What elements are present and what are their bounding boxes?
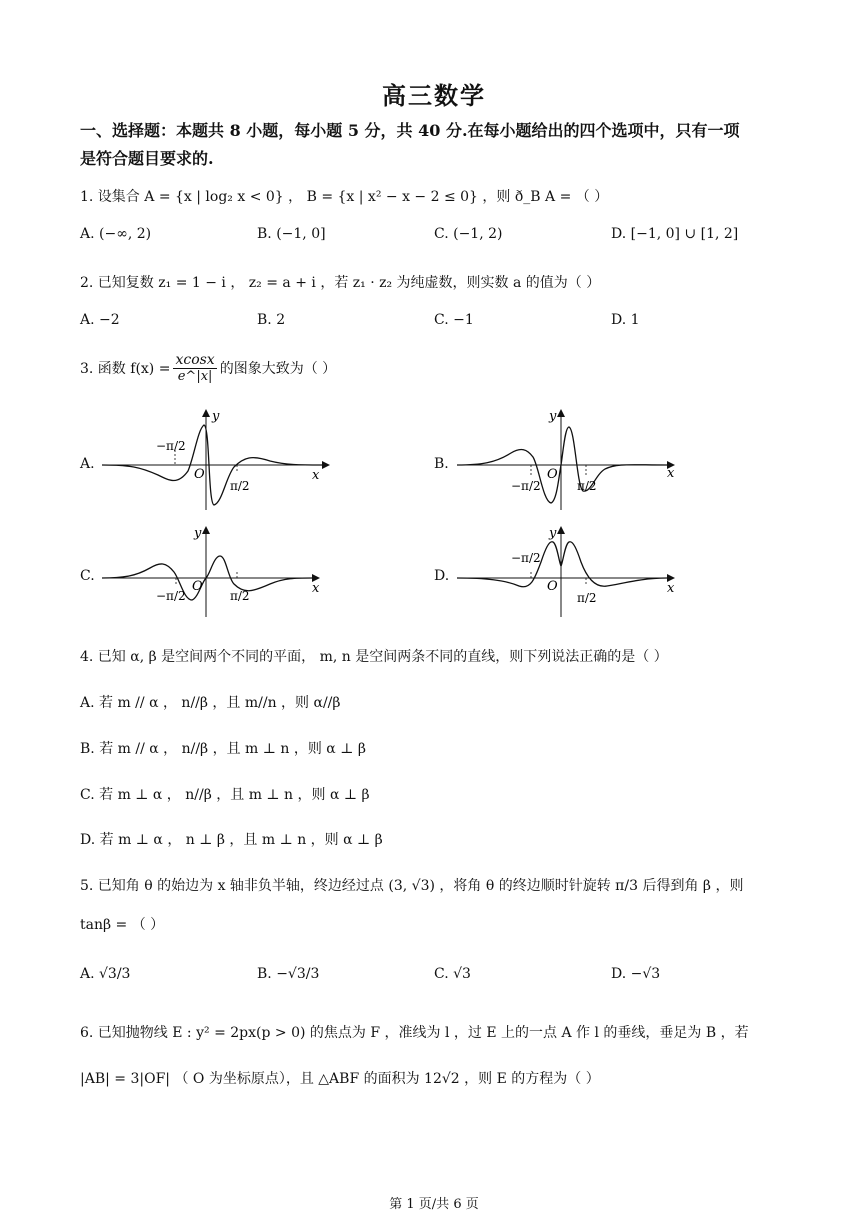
graph-b-origin: O <box>547 467 558 482</box>
graph-b-label: B. <box>434 456 449 472</box>
graph-d-label: D. <box>434 568 450 584</box>
section-heading-line1: 一、选择题：本题共 8 小题，每小题 5 分，共 40 分.在每小题给出的四个选项中，只有一项 <box>80 121 740 140</box>
graph-c-origin: O <box>192 579 203 594</box>
graph-a-x-label: x <box>312 468 320 483</box>
question-4-option-a: A. 若 m // α ， n//β ，且 m//n ，则 α//β <box>80 695 341 711</box>
question-5-stem-line1: 5. 已知角 θ 的始边为 x 轴非负半轴，终边经过点 (3, √3) ，将角 θ 的终边顺时针旋转 π/3 后得到角 β ，则 <box>80 878 744 894</box>
page-footer: 第 1 页/共 6 页 <box>389 1197 479 1212</box>
graph-a-pos-pi: π/2 <box>230 479 250 493</box>
question-2-option-b: B. 2 <box>257 312 286 328</box>
page-title: 高三数学 <box>382 81 486 110</box>
question-1-option-d: D. [−1, 0] ∪ [1, 2] <box>611 226 739 242</box>
question-4-option-d: D. 若 m ⊥ α ， n ⊥ β ，且 m ⊥ n ，则 α ⊥ β <box>80 832 383 848</box>
graph-c-label: C. <box>80 568 95 584</box>
question-2-option-c: C. −1 <box>434 312 474 328</box>
question-1-option-a: A. (−∞, 2) <box>80 226 152 242</box>
graph-b-neg-pi: −π/2 <box>511 479 541 493</box>
graph-a-y-label: y <box>212 409 220 424</box>
question-2-option-d: D. 1 <box>611 312 640 328</box>
question-6-stem-line1: 6. 已知抛物线 E : y² = 2px(p > 0) 的焦点为 F ，准线为 l ，过 E 上的一点 A 作 l 的垂线，垂足为 B ，若 <box>80 1025 749 1041</box>
graph-d-origin: O <box>547 579 558 594</box>
graph-b <box>455 405 685 515</box>
question-3-stem-suffix: 的图象大致为（ ） <box>219 361 337 377</box>
question-1-stem: 1. 设集合 A = {x | log₂ x < 0} ， B = {x | x² − x − 2 ≤ 0} ，则 ð_B A = （ ） <box>80 189 609 205</box>
question-3-stem-prefix: 3. 函数 f(x) = <box>80 361 171 377</box>
question-3-fraction <box>173 352 216 384</box>
graph-c-y-label: y <box>194 526 202 541</box>
graph-d-x-label: x <box>667 581 675 596</box>
graph-d-pos-pi: π/2 <box>577 591 597 605</box>
graph-c-neg-pi: −π/2 <box>156 589 186 603</box>
graph-c <box>100 522 330 622</box>
graph-b-x-label: x <box>667 466 675 481</box>
question-6-stem-line2: |AB| = 3|OF| （ O 为坐标原点），且 △ABF 的面积为 12√2 ，则 E 的方程为（ ） <box>80 1071 600 1087</box>
question-2-option-a: A. −2 <box>80 312 120 328</box>
question-5-option-b: B. −√3/3 <box>257 966 320 982</box>
graph-a-label: A. <box>80 456 95 472</box>
question-3-denominator: e^|x| <box>177 369 213 384</box>
question-4-option-c: C. 若 m ⊥ α ， n//β ，且 m ⊥ n ，则 α ⊥ β <box>80 787 370 803</box>
graph-c-x-label: x <box>312 581 320 596</box>
graph-c-pos-pi: π/2 <box>230 589 250 603</box>
question-3-stem <box>80 352 336 384</box>
section-heading-line2: 是符合题目要求的. <box>80 149 214 168</box>
question-3-numerator: xcosx <box>175 352 215 368</box>
question-5-stem-line2: tanβ = （ ） <box>80 917 165 933</box>
question-5-option-d: D. −√3 <box>611 966 661 982</box>
graph-d-neg-pi: −π/2 <box>511 551 541 565</box>
graph-b-pos-pi: π/2 <box>577 479 597 493</box>
graph-a-origin: O <box>194 467 205 482</box>
question-5-option-a: A. √3/3 <box>80 966 131 982</box>
question-2-stem: 2. 已知复数 z₁ = 1 − i ， z₂ = a + i ，若 z₁ · z₂ 为纯虚数，则实数 a 的值为（ ） <box>80 275 601 291</box>
question-4-option-b: B. 若 m // α ， n//β ，且 m ⊥ n ，则 α ⊥ β <box>80 741 366 757</box>
question-5-option-c: C. √3 <box>434 966 471 982</box>
graph-b-y-label: y <box>549 409 557 424</box>
graph-d <box>455 522 685 622</box>
graph-a <box>100 405 330 515</box>
question-1-option-c: C. (−1, 2) <box>434 226 503 242</box>
graph-d-y-label: y <box>549 526 557 541</box>
question-4-stem: 4. 已知 α, β 是空间两个不同的平面， m, n 是空间两条不同的直线，则下列说法正确的是（ ） <box>80 649 668 665</box>
graph-a-neg-pi: −π/2 <box>156 439 186 453</box>
question-1-option-b: B. (−1, 0] <box>257 226 326 242</box>
